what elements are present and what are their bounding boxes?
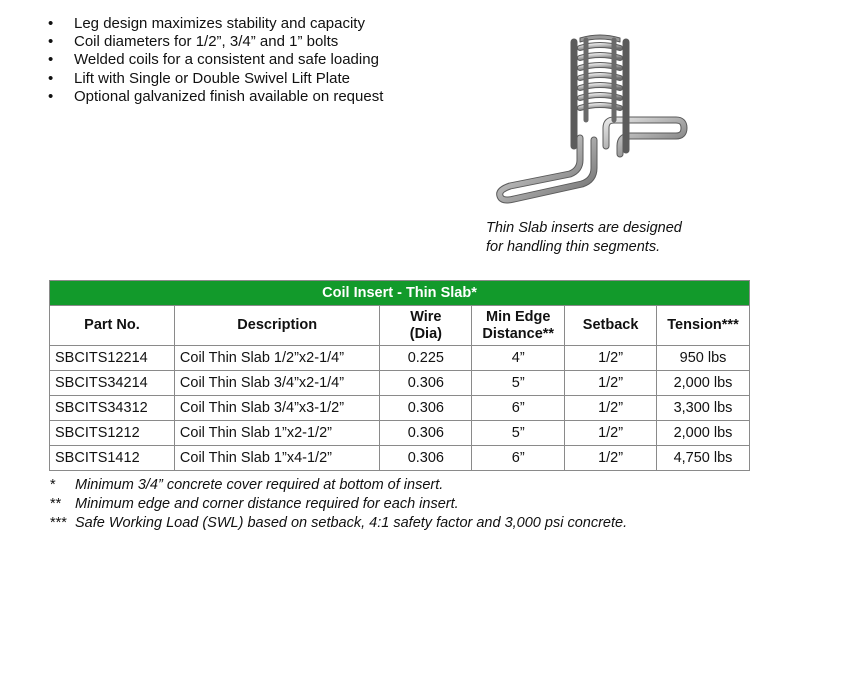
col-header-edge: Min Edge Distance** [472,306,565,346]
cell-setback: 1/2” [565,346,657,371]
footnote [50,514,627,533]
cell-description: Coil Thin Slab 3/4”x3-1/2” [174,396,380,421]
col-header-wire: Wire (Dia) [380,306,472,346]
cell-description: Coil Thin Slab 1”x4-1/2” [174,446,380,471]
cell-tension: 2,000 lbs [657,421,750,446]
cell-edge: 5” [472,371,565,396]
feature-item: • Welded coils for a consistent and safe loading [48,51,379,69]
bullet-icon: • [48,69,54,87]
cell-part: SBCITS12214 [50,346,175,371]
cell-tension: 950 lbs [657,346,750,371]
bullet-icon: • [48,33,54,51]
cell-wire: 0.306 [380,396,472,421]
table-row [50,371,750,396]
cell-setback: 1/2” [565,371,657,396]
cell-part: SBCITS1412 [50,446,175,471]
feature-list [48,15,383,106]
spec-table [49,280,750,471]
cell-wire: 0.306 [380,446,472,471]
feature-item: • Optional galvanized finish available on request [48,87,384,105]
bullet-icon: • [48,87,54,105]
table-row [50,421,750,446]
feature-item: • Leg design maximizes stability and capacity [48,15,365,32]
cell-setback: 1/2” [565,396,657,421]
cell-description: Coil Thin Slab 1”x2-1/2” [174,421,380,446]
col-header-tension: Tension*** [657,306,750,346]
cell-setback: 1/2” [565,446,657,471]
cell-part: SBCITS34214 [50,371,175,396]
col-header-part: Part No. [50,306,175,346]
caption-line: Thin Slab inserts are designed [486,220,682,236]
footnote [50,476,627,495]
footnote-text: Minimum edge and corner distance required for each insert. [75,496,459,512]
footnotes [50,476,627,533]
table-row [50,396,750,421]
footnote-marker: * [50,477,56,493]
cell-wire: 0.225 [380,346,472,371]
cell-description: Coil Thin Slab 3/4”x2-1/4” [174,371,380,396]
cell-tension: 3,300 lbs [657,396,750,421]
footnote-text: Minimum 3/4” concrete cover required at bottom of insert. [75,477,444,493]
table-title-row [50,281,750,306]
table-row [50,346,750,371]
col-header-description: Description [174,306,380,346]
cell-tension: 2,000 lbs [657,371,750,396]
cell-tension: 4,750 lbs [657,446,750,471]
caption-line: for handling thin segments. [486,238,661,255]
table-title: Coil Insert - Thin Slab* [50,281,750,306]
bullet-icon: • [48,51,54,69]
cell-description: Coil Thin Slab 1/2”x2-1/4” [174,346,380,371]
footnote-text: Safe Working Load (SWL) based on setback, 4:1 safety factor and 3,000 psi concrete. [75,515,628,531]
cell-part: SBCITS34312 [50,396,175,421]
table-header-row [50,306,750,346]
footnote-marker: ** [50,496,62,512]
footnote-marker: *** [50,515,67,531]
table-row [50,446,750,471]
feature-item: • Lift with Single or Double Swivel Lift Plate [48,69,350,87]
cell-edge: 6” [472,446,565,471]
bullet-icon: • [48,15,54,32]
cell-setback: 1/2” [565,421,657,446]
cell-edge: 6” [472,396,565,421]
col-header-setback: Setback [565,306,657,346]
cell-edge: 4” [472,346,565,371]
footnote [50,495,627,514]
cell-wire: 0.306 [380,371,472,396]
feature-item: • Coil diameters for 1/2”, 3/4” and 1” bolts [48,33,339,51]
coil-insert-photo [488,28,698,208]
cell-edge: 5” [472,421,565,446]
image-caption [486,219,682,256]
cell-wire: 0.306 [380,421,472,446]
cell-part: SBCITS1212 [50,421,175,446]
